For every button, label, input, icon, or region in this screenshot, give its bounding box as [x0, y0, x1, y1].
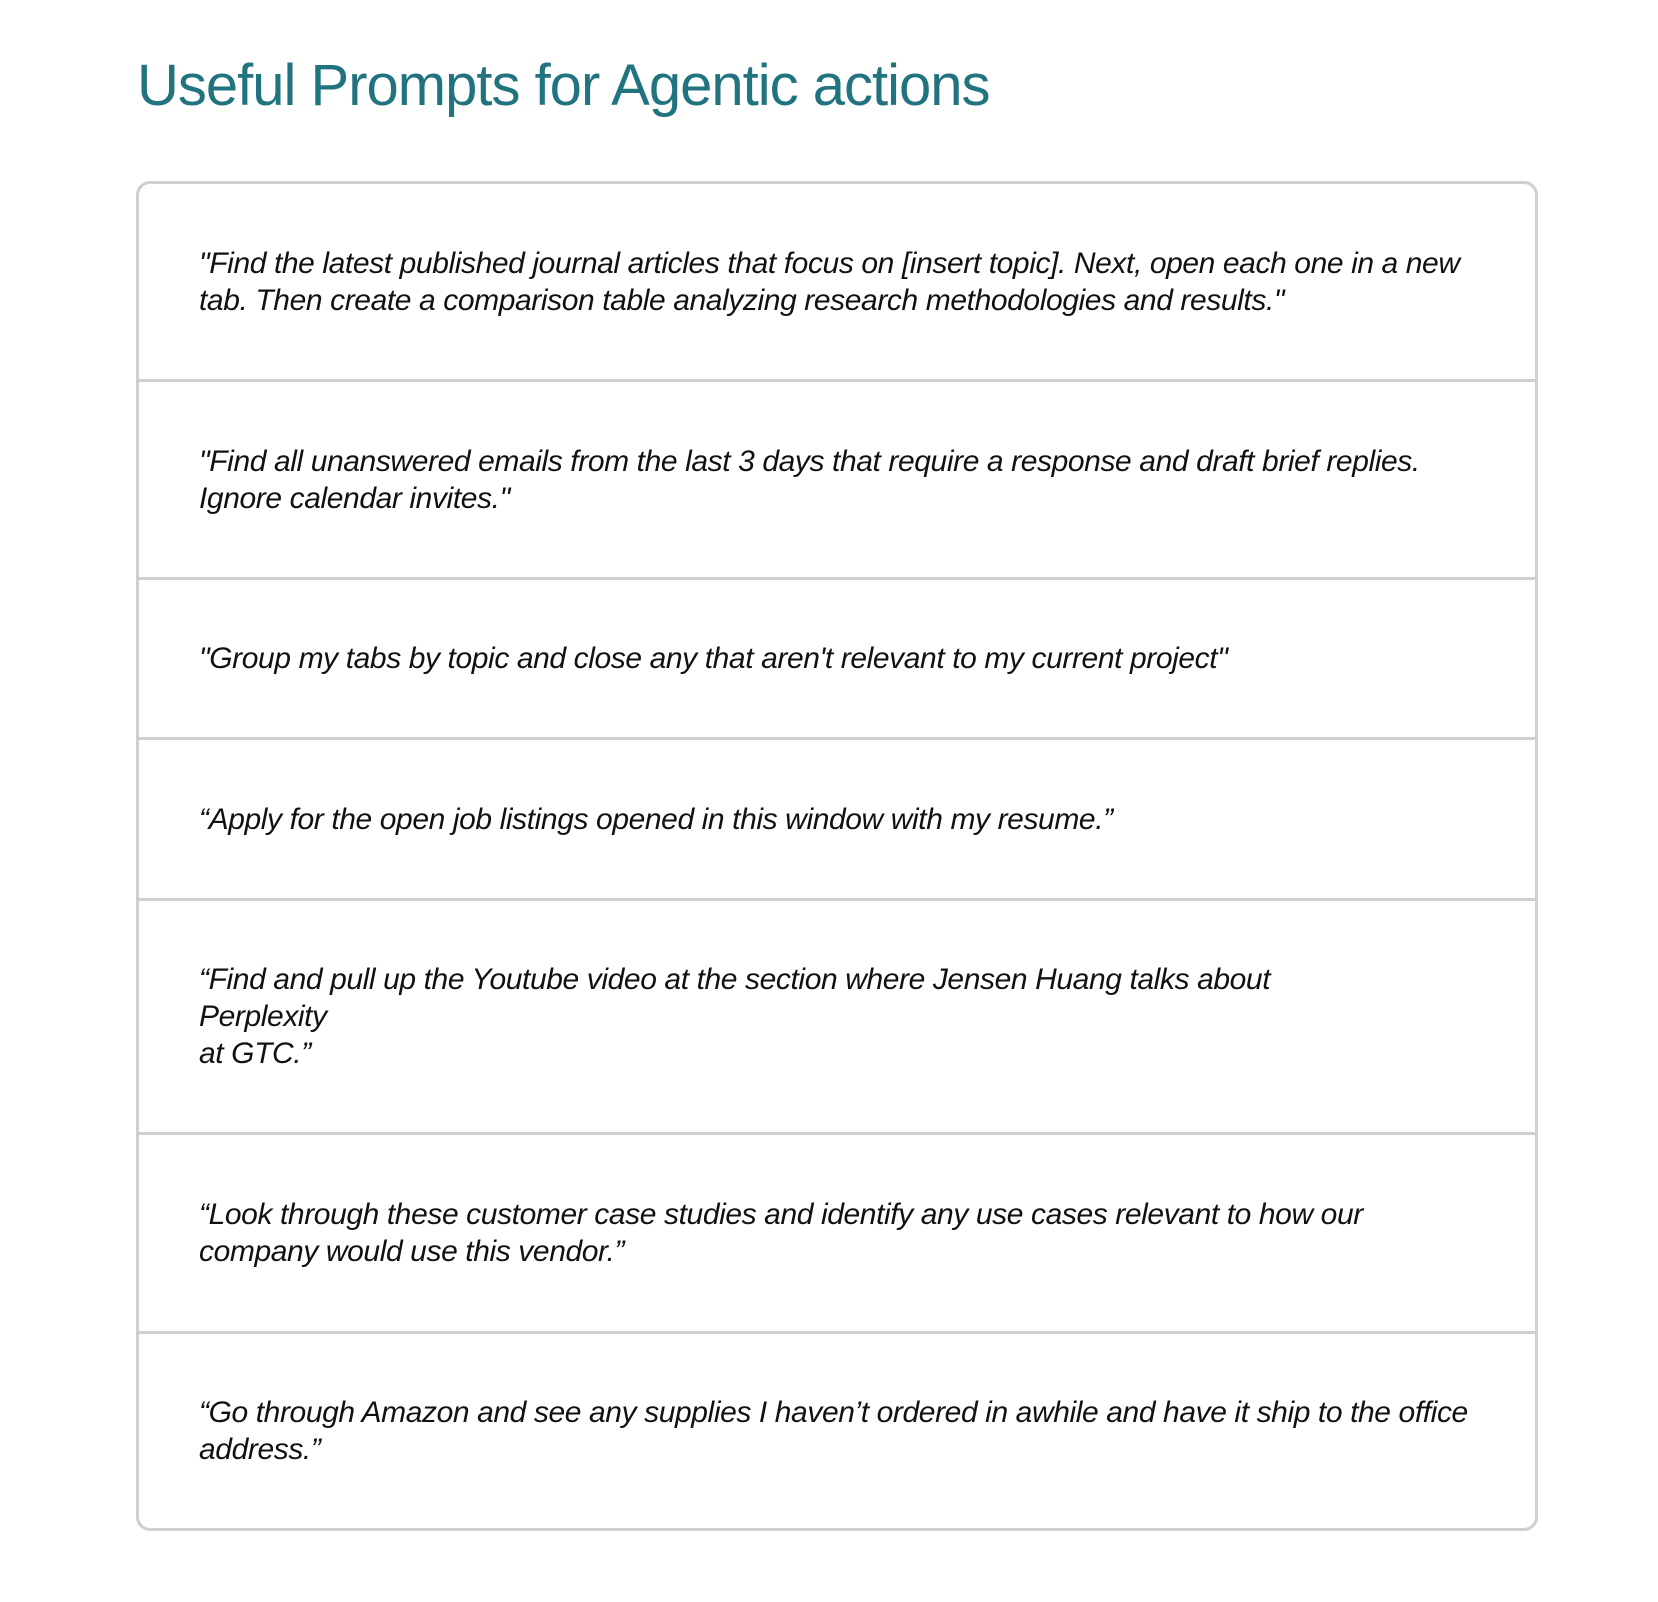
prompt-text-7: “Go through Amazon and see any supplies I haven’t ordered in awhile and have it ship to the office address.”	[199, 1396, 1468, 1466]
prompt-text-3: "Group my tabs by topic and close any that aren't relevant to my current project"	[199, 642, 1228, 675]
prompt-row-2	[139, 382, 1535, 580]
prompt-text-6: “Look through these customer case studies and identify any use cases relevant to how our company would use this vendor.”	[199, 1198, 1363, 1268]
page-title: Useful Prompts for Agentic actions	[137, 53, 990, 118]
prompt-text-2: "Find all unanswered emails from the last 3 days that require a response and draft brief replies. Ignore calendar invites."	[199, 444, 1420, 515]
prompt-row-7	[139, 1334, 1535, 1528]
prompt-row-6	[139, 1135, 1535, 1334]
prompt-row-3	[139, 580, 1535, 740]
prompt-row-4	[139, 740, 1535, 901]
prompt-text-4: “Apply for the open job listings opened in this window with my resume.”	[199, 802, 1113, 836]
prompts-table	[136, 181, 1538, 1531]
prompt-row-5	[139, 901, 1535, 1135]
prompt-text-5: “Find and pull up the Youtube video at the section where Jensen Huang talks about Perplexity at GTC.”	[199, 963, 1271, 1070]
prompt-text-1: "Find the latest published journal articles that focus on [insert topic]. Next, open each one in a new tab. Then create a comparison table analyzing research methodologies and results."	[199, 246, 1460, 317]
prompt-row-1	[139, 184, 1535, 382]
